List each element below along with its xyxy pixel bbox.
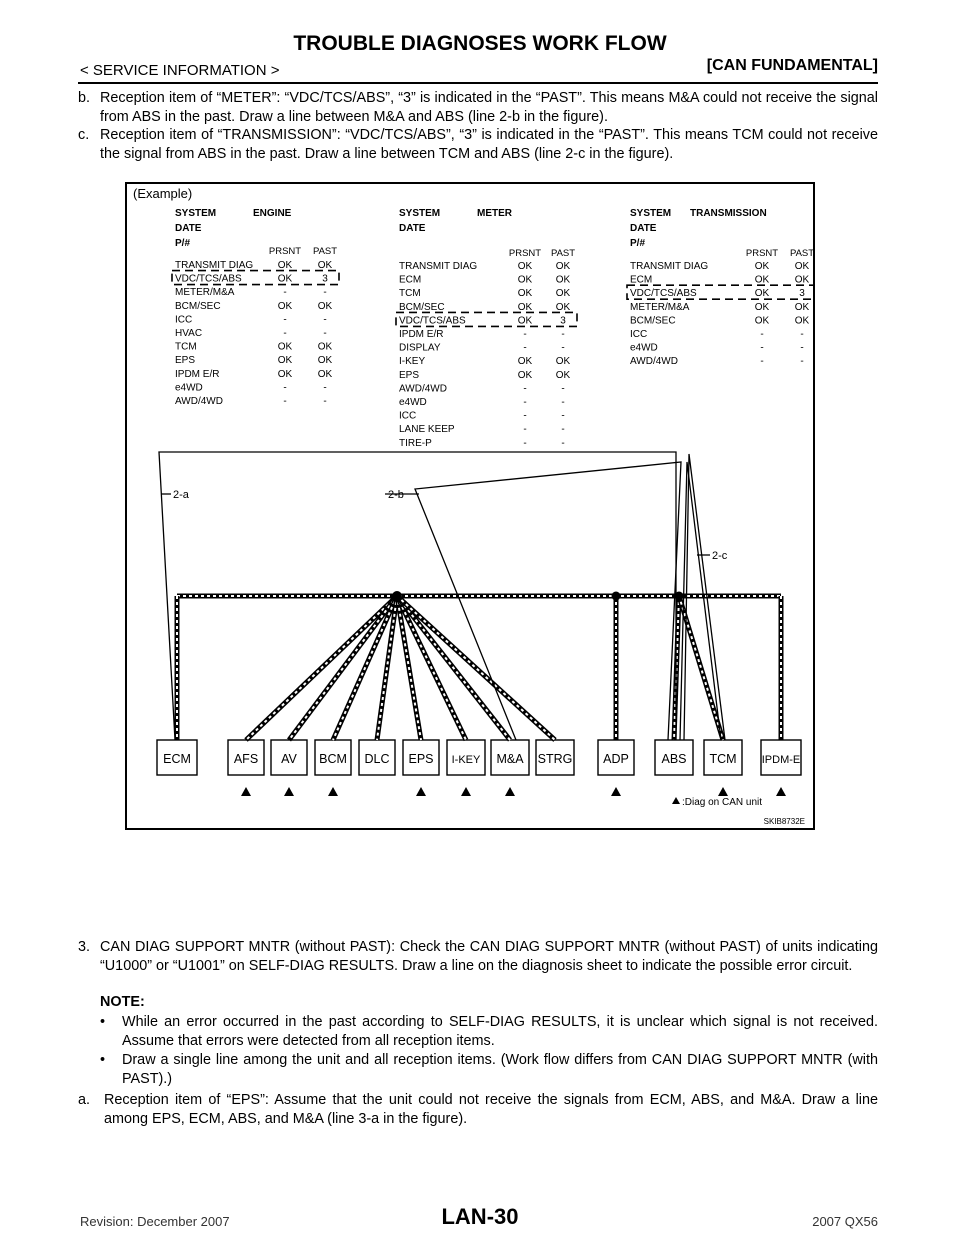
panel-row-item: e4WD (630, 342, 658, 354)
panel-row-past: OK (555, 301, 571, 313)
col-header-prsnt: PRSNT (268, 246, 302, 257)
panel-row-item: e4WD (399, 397, 427, 408)
panel-row-prsnt: - (283, 314, 287, 326)
panel-row-item: BCM/SEC (630, 315, 676, 327)
paragraph-c (78, 126, 878, 164)
panel-row-item: e4WD (175, 382, 203, 394)
panel-pn-label: P/# (630, 238, 646, 249)
panel-row-prsnt: - (523, 383, 527, 395)
paragraph-a-label: a. (78, 1092, 91, 1108)
unit-label: DLC (364, 752, 390, 766)
paragraph-b-text: Reception item of “METER”: “VDC/TCS/ABS”, “3” is indicated in the “PAST”. This means M&A could not receive the signal from ABS in the past. Draw a line between M&A and ABS (line 2-b in the figure). (100, 90, 878, 125)
paragraph-b-label: b. (78, 90, 91, 106)
unit-label: ECM (163, 752, 191, 766)
panel-row-past: 3 (799, 288, 805, 300)
panel-row-past: OK (794, 315, 810, 327)
panel-pn-label: P/# (175, 238, 191, 249)
panel-row-prsnt: OK (517, 288, 533, 300)
panel-row-item: ECM (630, 274, 653, 286)
diag-marker-icon (241, 787, 251, 796)
panel-row-past: OK (317, 368, 333, 380)
panel-row-past: - (800, 356, 804, 368)
unit-label: BCM (319, 752, 347, 766)
panel-row-past: OK (555, 261, 571, 272)
panel-row-past: - (561, 397, 565, 408)
panel-row-past: 3 (560, 315, 566, 327)
panel-row-prsnt: OK (754, 288, 770, 300)
revision-date: Revision: December 2007 (80, 1214, 230, 1229)
panel-row-item: EPS (399, 369, 420, 381)
diag-marker-icon (416, 787, 426, 796)
panel-row-past: - (561, 424, 565, 436)
panel-row-prsnt: - (283, 396, 287, 407)
note-bullet-1-text: While an error occurred in the past according to SELF-DIAG RESULTS, it is unclear which signal is not received. Assume that errors were detected from all reception items. (122, 1014, 878, 1049)
panel-row-past: - (323, 314, 327, 326)
can-diagram (127, 184, 813, 828)
panel-row-past: - (561, 383, 565, 395)
panel-row-prsnt: OK (517, 315, 533, 327)
panel-row-item: TIRE-P (399, 437, 432, 449)
panel-row-past: OK (555, 356, 571, 368)
panel-row-prsnt: - (523, 342, 527, 354)
panel-system-label: SYSTEM (399, 208, 441, 219)
note-bullet-1 (100, 1013, 878, 1051)
col-header-prsnt: PRSNT (745, 248, 779, 259)
panel-row-item: AWD/4WD (630, 356, 678, 368)
vehicle-model: 2007 QX56 (812, 1214, 878, 1229)
panel-row-prsnt: OK (754, 315, 770, 327)
panel-row-past: OK (317, 341, 333, 353)
panel-row-past: OK (555, 288, 571, 300)
panel-row-item: AWD/4WD (175, 396, 223, 407)
diag-marker-icon (461, 787, 471, 796)
section-label: [CAN FUNDAMENTAL] (706, 57, 878, 74)
panel-system-name: ENGINE (253, 208, 292, 219)
paragraph-b (78, 89, 878, 127)
bullet-marker: • (100, 1052, 106, 1068)
unit-label: TCM (709, 752, 737, 766)
panel-row-prsnt: OK (517, 356, 533, 368)
panel-row-prsnt: OK (277, 368, 293, 380)
paragraph-step-3-text: CAN DIAG SUPPORT MNTR (without PAST): Check the CAN DIAG SUPPORT MNTR (without PAST) of units indicating “U1000” or “U1001” on SELF-DIAG RESULTS. Draw a line on the diagnosis sheet to indicate the possible error circuit. (100, 939, 878, 974)
panel-row-item: ICC (175, 314, 193, 326)
panel-row-past: - (561, 437, 565, 449)
panel-row-past: OK (794, 261, 810, 272)
example-label: (Example) (133, 186, 193, 201)
panel-row-item: TRANSMIT DIAG (399, 261, 478, 272)
panel-row-prsnt: - (523, 437, 527, 449)
panel-row-item: METER/M&A (175, 287, 235, 299)
note-bullet-2-text: Draw a single line among the unit and all reception items. (Work flow differs from CAN DIAG SUPPORT MNTR (with PAST).) (122, 1052, 878, 1087)
bus-junction (612, 592, 621, 601)
unit-label: AFS (233, 752, 259, 766)
col-header-prsnt: PRSNT (508, 248, 542, 259)
panel-row-item: VDC/TCS/ABS (399, 315, 466, 327)
note-label: NOTE: (100, 994, 145, 1010)
panel-row-past: - (561, 410, 565, 422)
panel-row-item: ECM (399, 274, 422, 286)
diag-marker-icon (328, 787, 338, 796)
panel-row-prsnt: OK (517, 301, 533, 313)
diag-marker-icon (505, 787, 515, 796)
unit-label: AV (281, 752, 297, 766)
paragraph-c-text: Reception item of “TRANSMISSION”: “VDC/TCS/ABS”, “3” is indicated in the “PAST”. This means TCM could not receive the signal from ABS in the past. Draw a line between TCM and ABS (line 2-c in the figure). (100, 127, 878, 162)
diag-marker-icon (611, 787, 621, 796)
panel-row-prsnt: - (523, 397, 527, 408)
diag-marker-icon (718, 787, 728, 796)
panel-system-label: SYSTEM (175, 208, 217, 219)
paragraph-a-text: Reception item of “EPS”: Assume that the unit could not receive the signals from ECM, ABS, and M&A. Draw a line among EPS, ECM, ABS, and M&A (line 3-a in the figure). (104, 1092, 878, 1127)
panel-row-prsnt: OK (277, 260, 293, 271)
panel-row-past: OK (317, 300, 333, 312)
panel-row-prsnt: OK (754, 301, 770, 313)
panel-row-prsnt: - (523, 410, 527, 422)
diag-marker-icon (776, 787, 786, 796)
page-number: LAN-30 (441, 1204, 519, 1229)
panel-system-label: SYSTEM (630, 208, 672, 219)
panel-row-item: BCM/SEC (175, 300, 221, 312)
panel-row-item: TRANSMIT DIAG (175, 260, 254, 271)
diag-marker-icon (284, 787, 294, 796)
header-rule (78, 82, 878, 84)
panel-row-prsnt: OK (277, 273, 293, 285)
panel-row-prsnt: - (760, 329, 764, 340)
figure-id: SKIB8732E (763, 817, 805, 826)
bullet-marker: • (100, 1014, 106, 1030)
unit-label: I-KEY (451, 754, 481, 766)
panel-row-prsnt: OK (517, 274, 533, 286)
panel-row-item: METER/M&A (630, 301, 690, 313)
panel-row-item: EPS (175, 355, 196, 367)
panel-row-past: - (323, 396, 327, 407)
line-label-2-c: 2-c (712, 550, 728, 562)
unit-label: M&A (496, 752, 524, 766)
col-header-past: PAST (789, 248, 813, 259)
panel-row-item: ICC (630, 329, 648, 340)
panel-row-past: OK (317, 355, 333, 367)
panel-row-prsnt: - (283, 328, 287, 339)
panel-row-prsnt: OK (754, 274, 770, 286)
panel-row-prsnt: OK (517, 369, 533, 381)
legend-text: :Diag on CAN unit (682, 797, 763, 808)
unit-label: IPDM-E (761, 754, 801, 766)
unit-label: STRG (537, 752, 573, 766)
panel-row-past: - (800, 329, 804, 340)
panel-row-item: TCM (175, 341, 197, 353)
panel-row-item: VDC/TCS/ABS (630, 288, 697, 300)
panel-row-prsnt: - (523, 424, 527, 436)
panel-row-item: HVAC (175, 328, 203, 339)
panel-row-prsnt: - (760, 342, 764, 354)
panel-row-past: - (561, 329, 565, 340)
panel-row-item: I-KEY (399, 356, 426, 368)
panel-row-past: OK (317, 260, 333, 271)
panel-row-past: OK (794, 301, 810, 313)
panel-row-past: 3 (322, 273, 328, 285)
line-label-2-b: 2-b (388, 489, 404, 501)
panel-row-item: LANE KEEP (399, 424, 455, 436)
panel-row-prsnt: - (283, 382, 287, 394)
unit-label: EPS (408, 752, 434, 766)
panel-row-past: OK (794, 274, 810, 286)
note-bullet-2 (100, 1051, 878, 1089)
panel-row-prsnt: OK (754, 261, 770, 272)
panel-row-past: OK (555, 369, 571, 381)
panel-row-item: BCM/SEC (399, 301, 445, 313)
unit-label: ABS (661, 752, 687, 766)
page-title: TROUBLE DIAGNOSES WORK FLOW (293, 32, 667, 55)
panel-row-item: IPDM E/R (399, 329, 444, 340)
legend-diag-icon (672, 797, 680, 804)
can-diagnosis-figure (125, 182, 815, 830)
panel-row-prsnt: - (283, 287, 287, 299)
panel-row-past: - (800, 342, 804, 354)
panel-row-item: DISPLAY (399, 342, 441, 354)
panel-row-prsnt: - (760, 356, 764, 368)
panel-row-item: TCM (399, 288, 421, 300)
panel-date-label: DATE (399, 223, 426, 234)
panel-row-past: - (323, 328, 327, 339)
panel-system-name: TRANSMISSION (690, 208, 767, 219)
panel-row-prsnt: OK (277, 355, 293, 367)
panel-row-prsnt: - (523, 329, 527, 340)
panel-row-item: TRANSMIT DIAG (630, 261, 709, 272)
panel-row-past: - (323, 382, 327, 394)
paragraph-a (78, 1091, 878, 1129)
panel-row-prsnt: OK (277, 300, 293, 312)
panel-row-prsnt: OK (277, 341, 293, 353)
line-2-b (415, 462, 681, 740)
bus-junction (392, 591, 402, 601)
col-header-past: PAST (550, 248, 576, 259)
panel-row-prsnt: OK (517, 261, 533, 272)
panel-row-item: IPDM E/R (175, 368, 220, 380)
panel-row-item: AWD/4WD (399, 383, 447, 395)
panel-row-item: VDC/TCS/ABS (175, 273, 242, 285)
service-information-label: < SERVICE INFORMATION > (80, 62, 280, 79)
panel-row-past: - (561, 342, 565, 354)
paragraph-step-3-label: 3. (78, 939, 91, 955)
panel-row-item: ICC (399, 410, 417, 422)
panel-row-past: OK (555, 274, 571, 286)
paragraph-step-3 (78, 938, 878, 976)
unit-label: ADP (603, 752, 629, 766)
panel-date-label: DATE (630, 223, 657, 234)
panel-row-past: - (323, 287, 327, 299)
panel-date-label: DATE (175, 223, 202, 234)
col-header-past: PAST (312, 246, 338, 257)
paragraph-c-label: c. (78, 127, 90, 143)
line-label-2-a: 2-a (173, 489, 189, 501)
panel-system-name: METER (477, 208, 512, 219)
